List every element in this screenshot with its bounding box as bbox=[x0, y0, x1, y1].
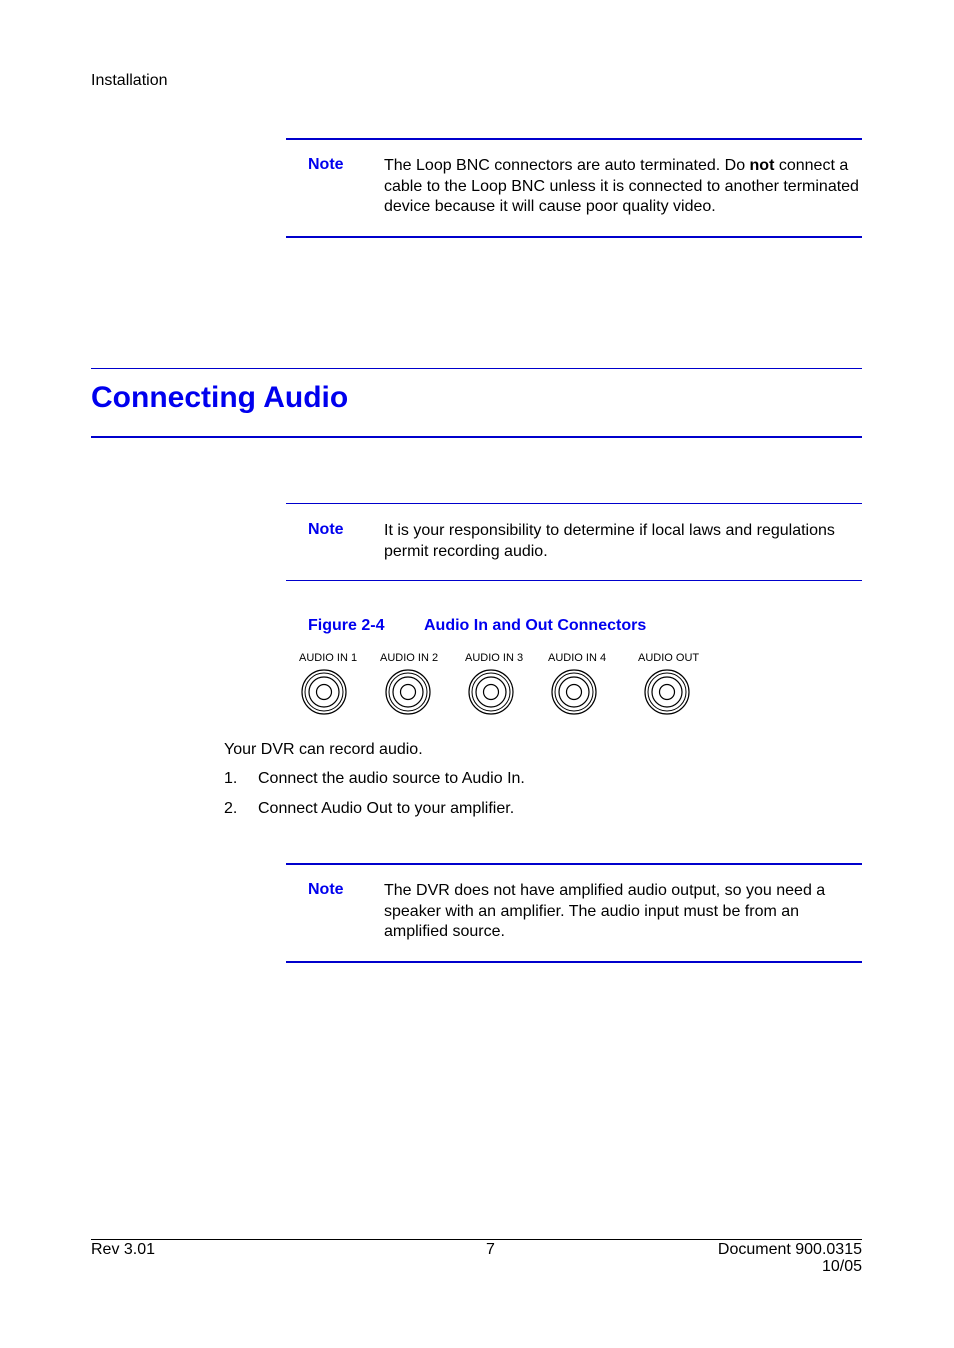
connector-label-audio-out: AUDIO OUT bbox=[638, 652, 700, 664]
note-label: Note bbox=[308, 521, 344, 538]
connector-label-audio-in-3: AUDIO IN 3 bbox=[465, 652, 524, 664]
audio-connectors-figure bbox=[290, 664, 710, 722]
note-label: Note bbox=[308, 156, 344, 173]
section-rule-top bbox=[91, 368, 862, 369]
footer-page-number: 7 bbox=[486, 1241, 495, 1258]
note-loop-bnc bbox=[286, 138, 862, 238]
connector-label-audio-in-4: AUDIO IN 4 bbox=[548, 652, 607, 664]
step-number: 2. bbox=[224, 800, 238, 817]
footer-rule bbox=[91, 1239, 862, 1240]
rca-connector-icon bbox=[302, 670, 346, 714]
body-intro: Your DVR can record audio. bbox=[224, 741, 423, 758]
note-audio-laws bbox=[286, 503, 862, 581]
rca-connector-icon bbox=[645, 670, 689, 714]
rca-connector-icon bbox=[469, 670, 513, 714]
running-header: Installation bbox=[91, 72, 168, 89]
footer-revision: Rev 3.01 bbox=[91, 1241, 156, 1258]
note-amplifier bbox=[286, 863, 862, 963]
footer-document-number: Document 900.0315 bbox=[717, 1241, 862, 1258]
connector-label-audio-in-1: AUDIO IN 1 bbox=[299, 652, 358, 664]
step-number: 1. bbox=[224, 770, 238, 787]
step-text: Connect the audio source to Audio In. bbox=[258, 770, 525, 787]
section-title: Connecting Audio bbox=[91, 381, 349, 414]
step-text: Connect Audio Out to your amplifier. bbox=[258, 800, 515, 817]
note-text: It is your responsibility to determine if local laws and regulations permit recording audio. bbox=[384, 522, 835, 560]
footer-date: 10/05 bbox=[821, 1258, 862, 1275]
figure-title: Audio In and Out Connectors bbox=[424, 617, 647, 634]
note-text: The DVR does not have amplified audio output, so you need a speaker with an amplifier. The audio input must be from an amplified source. bbox=[384, 882, 826, 940]
connector-label-audio-in-2: AUDIO IN 2 bbox=[380, 652, 439, 664]
note-label: Note bbox=[308, 881, 344, 898]
rca-connector-icon bbox=[552, 670, 596, 714]
note-text: The Loop BNC connectors are auto terminated. Do not connect a cable to the Loop BNC unless it is connected to another terminated device because it will cause poor quality video. bbox=[384, 157, 859, 215]
section-rule-bottom bbox=[91, 436, 862, 438]
figure-number: Figure 2-4 bbox=[308, 617, 385, 634]
rca-connector-icon bbox=[386, 670, 430, 714]
